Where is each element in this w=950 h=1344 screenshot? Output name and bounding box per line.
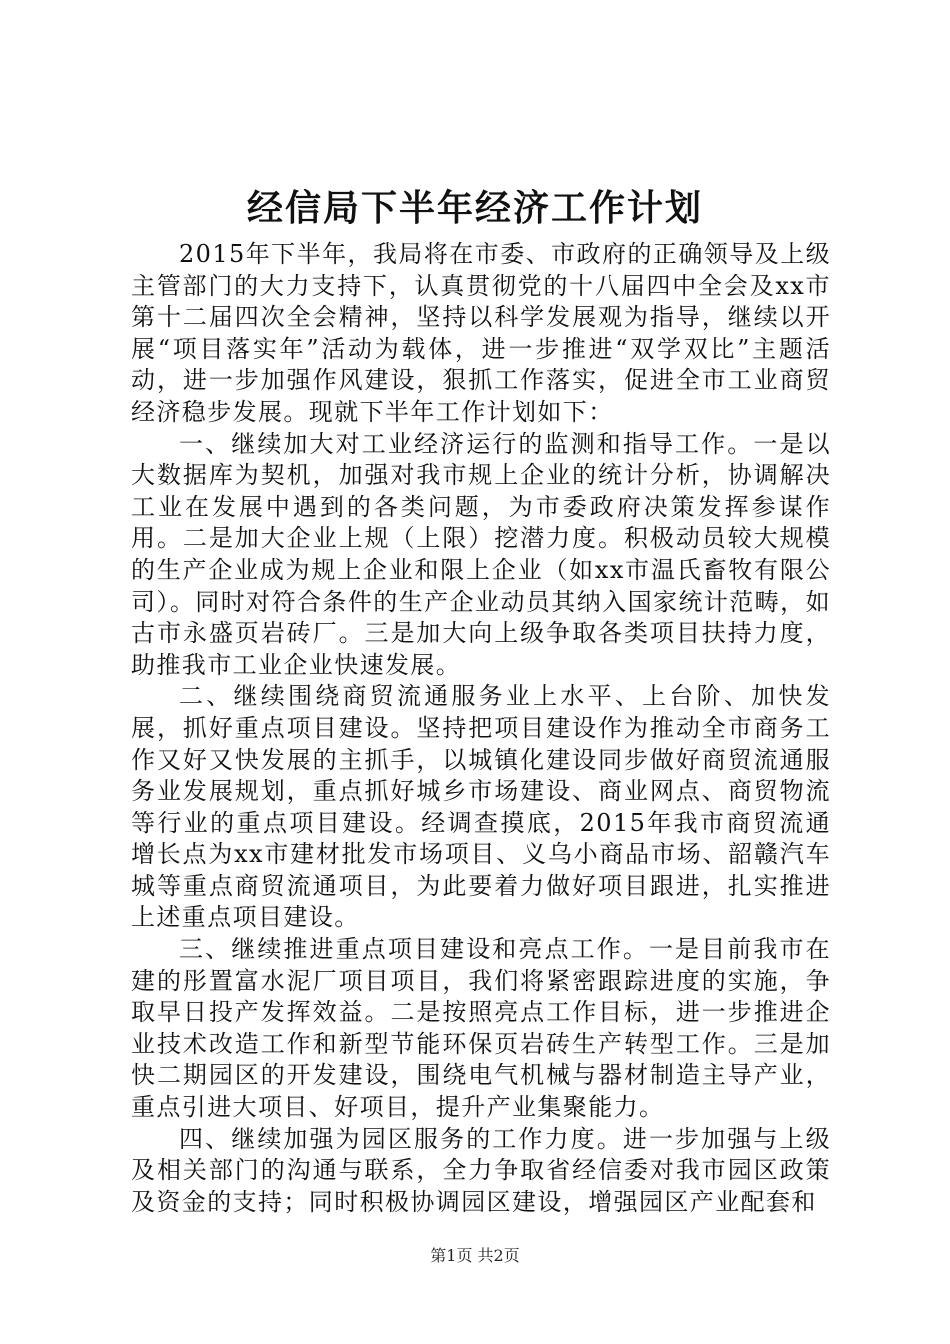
paragraph-section-3: 三、继续推进重点项目建设和亮点工作。一是目前我市在建的彤置富水泥厂项目项目，我们将紧密跟踪进度的实施，争取早日投产发挥效益。二是按照亮点工作目标，进一步推进企业技术改造工作和新型节能环保页岩砖生产转型工作。三是加快二期园区的开发建设，围绕电气机械与器材制造主导产业，重点引进大项目、好项目，提升产业集聚能力。 <box>131 935 831 1122</box>
paragraph-section-4: 四、继续加强为园区服务的工作力度。进一步加强与上级及相关部门的沟通与联系，全力争取省经信委对我市园区政策及资金的支持；同时积极协调园区建设，增强园区产业配套和 <box>131 1124 831 1216</box>
document-body <box>131 239 831 1218</box>
paragraph-section-2: 二、继续围绕商贸流通服务业上水平、上台阶、加快发展，抓好重点项目建设。坚持把项目建设作为推动全市商务工作又好又快发展的主抓手，以城镇化建设同步做好商贸流通服务业发展规划，重点抓好城乡市场建设、商业网点、商贸物流等行业的重点项目建设。经调查摸底，2015年我市商贸流通增长点为xx市建材批发市场项目、义乌小商品市场、韶赣汽车城等重点商贸流通项目，为此要着力做好项目跟进，扎实推进上述重点项目建设。 <box>131 682 831 932</box>
document-title: 经信局下半年经济工作计划 <box>246 187 703 229</box>
paragraph-section-1: 一、继续加大对工业经济运行的监测和指导工作。一是以大数据库为契机，加强对我市规上企业的统计分析，协调解决工业在发展中遇到的各类问题，为市委政府决策发挥参谋作用。二是加大企业上规（上限）挖潜力度。积极动员较大规模的生产企业成为规上企业和限上企业（如xx市温氏畜牧有限公司）。同时对符合条件的生产企业动员其纳入国家统计范畴，如古市永盛页岩砖厂。三是加大向上级争取各类项目扶持力度，助推我市工业企业快速发展。 <box>131 429 831 679</box>
paragraph-intro: 2015年下半年，我局将在市委、市政府的正确领导及上级主管部门的大力支持下，认真贯彻党的十八届四中全会及xx市第十二届四次全会精神，坚持以科学发展观为指导，继续以开展“项目落实年”活动为载体，进一步推进“双学双比”主题活动，进一步加强作风建设，狠抓工作落实，促进全市工业商贸经济稳步发展。现就下半年工作计划如下： <box>131 240 831 426</box>
page-number-footer: 第1页 共2页 <box>430 1246 520 1265</box>
